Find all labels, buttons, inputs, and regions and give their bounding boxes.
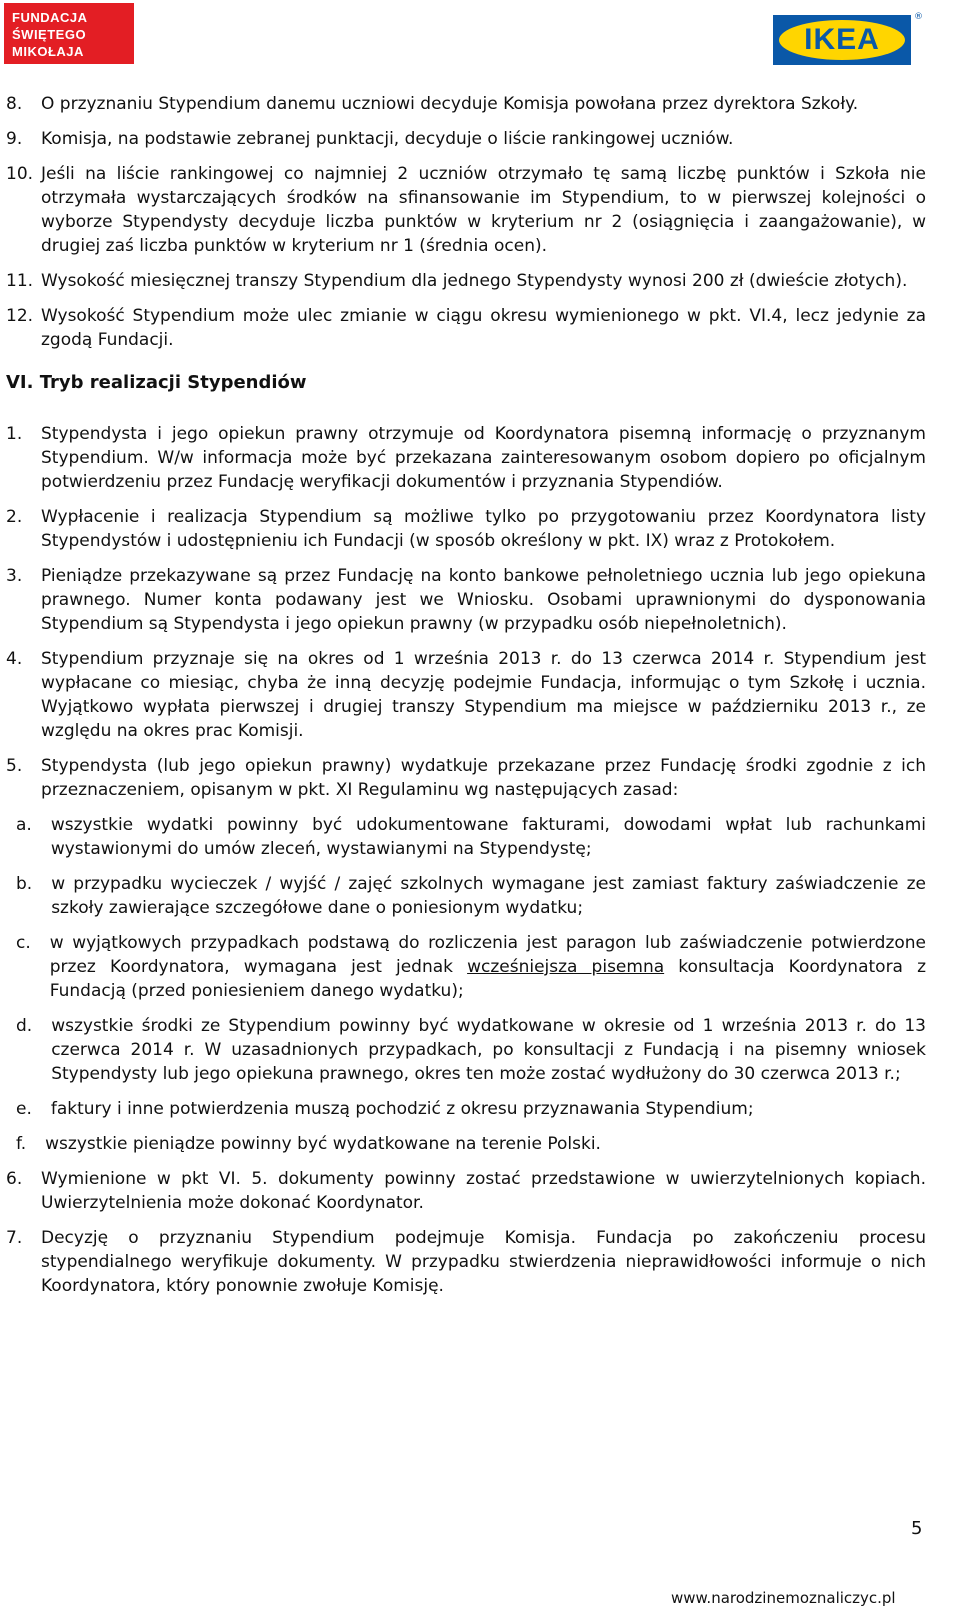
letter-item [6, 813, 926, 861]
item-text: Wymienione w pkt VI. 5. dokumenty powinny zostać przedstawione w uwierzytelnionych kopiach. Uwierzytelnienia może dokonać Koordynator. [41, 1169, 926, 1213]
item-text: Wysokość Stypendium może ulec zmianie w ciągu okresu wymienionego w pkt. VI.4, lecz jedynie za zgodą Fundacji. [41, 306, 926, 350]
list-item [6, 754, 926, 802]
list-item [6, 1226, 926, 1298]
item-text: wszystkie pieniądze powinny być wydatkowane na terenie Polski. [45, 1134, 601, 1154]
item-number: 2. [6, 507, 23, 527]
fundacja-logo [4, 3, 134, 64]
item-number: 4. [6, 649, 23, 669]
item-text: Stypendysta (lub jego opiekun prawny) wydatkuje przekazane przez Fundację środki zgodnie z ich przeznaczeniem, opisanym w pkt. XI Regulaminu wg następujących zasad: [41, 756, 926, 800]
text-segment: w wyjątkowych przypadkach podstawą do rozliczenia jest paragon lub zaświadczenie potwierdzone przez Koordynatora, wymagana jest jednak [49, 933, 926, 977]
item-number: 10. [6, 164, 34, 184]
letter-item [6, 1132, 926, 1156]
ikea-logo [773, 15, 911, 65]
list-item [6, 1167, 926, 1215]
logo-line: FUNDACJA [12, 10, 88, 25]
logo-line: MIKOŁAJA [12, 44, 84, 59]
item-number: 8. [6, 94, 23, 114]
list-item [6, 564, 926, 636]
item-number: 3. [6, 566, 23, 586]
item-number: 9. [6, 129, 23, 149]
item-text: Jeśli na liście rankingowej co najmniej 2 uczniów otrzymało tę samą liczbę punktów i Szkoła nie otrzymała wystarczających środków na sfinansowanie im Stypendium, to w pierwszej kolejności o wyborze Stypendysty decyduje liczba punktów w kryterium nr 2 (osiągnięcia i zaangażowanie), w drugiej zaś liczba punktów w kryterium nr 1 (średnia ocen). [41, 164, 926, 256]
item-letter: b. [16, 874, 33, 894]
section-heading: VI. Tryb realizacji Stypendiów [6, 372, 307, 393]
document-body [6, 92, 926, 1298]
ikea-logo-text: IKEA [779, 20, 905, 60]
list-item [6, 127, 926, 151]
item-letter: f. [16, 1134, 27, 1154]
list-item [6, 304, 926, 352]
item-number: 7. [6, 1228, 23, 1248]
item-letter: c. [16, 933, 31, 953]
item-text: O przyznaniu Stypendium danemu uczniowi decyduje Komisja powołana przez dyrektora Szkoły. [41, 94, 859, 114]
list-item [6, 647, 926, 743]
footer-url: www.narodzinemoznaliczyc.pl [671, 1589, 896, 1607]
list-item [6, 162, 926, 258]
letter-item [6, 872, 926, 920]
list-item [6, 505, 926, 553]
item-text [31, 931, 926, 1003]
text-segment: konsultacja Koordynatora z Fundacją (przed poniesieniem danego wydatku); [49, 957, 926, 1001]
letter-item [6, 1097, 926, 1121]
item-text: faktury i inne potwierdzenia muszą pochodzić z okresu przyznawania Stypendium; [50, 1099, 754, 1119]
list-item [6, 422, 926, 494]
letter-item [6, 1014, 926, 1086]
item-letter: d. [16, 1016, 33, 1036]
item-number: 1. [6, 424, 23, 444]
item-number: 12. [6, 306, 34, 326]
item-text: wszystkie wydatki powinny być udokumentowane fakturami, dowodami wpłat lub rachunkami wystawionymi do umów zleceń, wystawianymi na Stypendystę; [50, 815, 926, 859]
item-letter: e. [16, 1099, 32, 1119]
item-text: Pieniądze przekazywane są przez Fundację na konto bankowe pełnoletniego ucznia lub jego opiekuna prawnego. Numer konta podawany jest we Wniosku. Osobami uprawnionymi do dysponowania Stypendium są Stypendysta i jego opiekun prawny (w przypadku osób niepełnoletnich). [41, 566, 926, 634]
registered-mark: ® [914, 12, 923, 22]
item-number: 6. [6, 1169, 23, 1189]
item-text: Komisja, na podstawie zebranej punktacji, decyduje o liście rankingowej uczniów. [41, 129, 734, 149]
item-text: Stypendysta i jego opiekun prawny otrzymuje od Koordynatora pisemną informację o przyznanym Stypendium. W/w informacja może być przekazana zainteresowanym osobom dopiero po oficjalnym potwierdzeniu przez Fundację weryfikacji dokumentów i przyznania Stypendiów. [41, 424, 926, 492]
item-letter: a. [16, 815, 32, 835]
item-text: Decyzję o przyznaniu Stypendium podejmuje Komisja. Fundacja po zakończeniu procesu stypendialnego weryfikuje dokumenty. W przypadku stwierdzenia nieprawidłowości informuje o nich Koordynatora, który ponownie zwołuje Komisję. [41, 1228, 926, 1296]
item-text: wszystkie środki ze Stypendium powinny być wydatkowane w okresie od 1 września 2013 r. do 13 czerwca 2014 r. W uzasadnionych przypadkach, po konsultacji z Fundacją i na pisemny wniosek Stypendysty lub jego opiekuna prawnego, okres ten może zostać wydłużony do 30 czerwca 2013 r.; [51, 1016, 926, 1084]
item-text: w przypadku wycieczek / wyjść / zajęć szkolnych wymagane jest zamiast faktury zaświadczenie ze szkoły zawierające szczegółowe dane o poniesionym wydatku; [51, 874, 926, 918]
letter-item [6, 931, 926, 1003]
underlined-text: wcześniejsza pisemna [467, 957, 665, 977]
list-item [6, 92, 926, 116]
item-number: 11. [6, 271, 34, 291]
list-item [6, 269, 926, 293]
item-number: 5. [6, 756, 23, 776]
item-text: Wysokość miesięcznej transzy Stypendium dla jednego Stypendysty wynosi 200 zł (dwieście złotych). [41, 271, 908, 291]
item-text: Wypłacenie i realizacja Stypendium są możliwe tylko po przygotowaniu przez Koordynatora listy Stypendystów i udostępnieniu ich Fundacji (w sposób określony w pkt. IX) wraz z Protokołem. [41, 507, 926, 551]
page-number: 5 [911, 1518, 923, 1539]
item-text: Stypendium przyznaje się na okres od 1 września 2013 r. do 13 czerwca 2014 r. Stypendium jest wypłacane co miesiąc, chyba że inną decyzję podejmie Fundacja, informując o tym Szkołę i ucznia. Wyjątkowo wypłata pierwszej i drugiej transzy Stypendium ma miejsce w październiku 2013 r., ze względu na okres prac Komisji. [41, 649, 926, 741]
logo-line: ŚWIĘTEGO [12, 27, 87, 42]
